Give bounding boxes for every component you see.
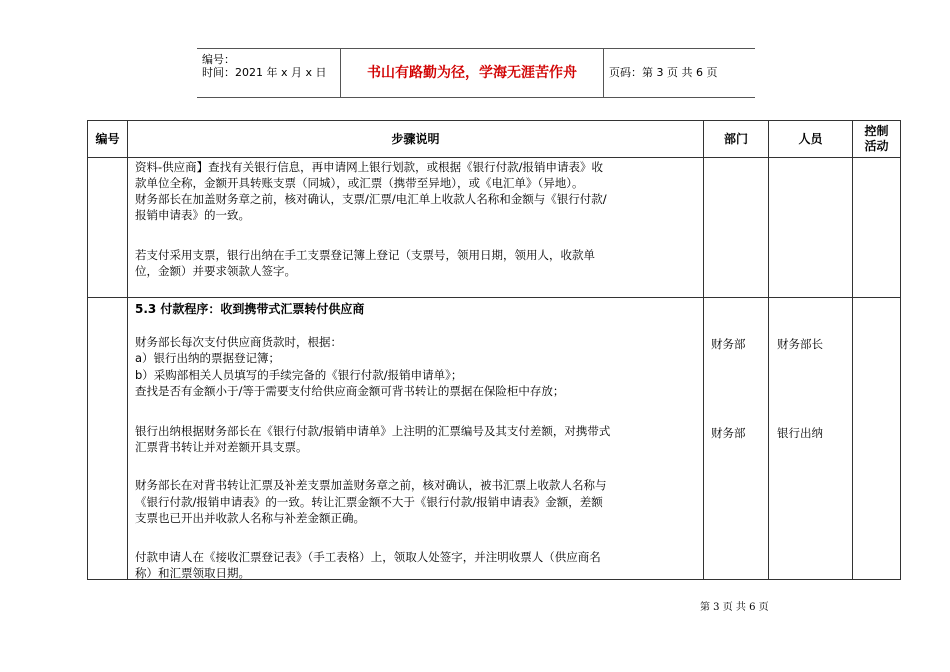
step-text: 支票也已开出并收款人名称与补差金额正确。 xyxy=(135,511,365,525)
person-cell: 银行出纳 xyxy=(777,426,823,440)
page-label: 页码：第 3 页 共 6 页 xyxy=(609,66,718,79)
step-text: 付款申请人在《接收汇票登记表》（手工表格）上，领取人处签字，并注明收票人（供应商名 xyxy=(135,550,601,564)
section-title: 5.3 付款程序：收到携带式汇票转付供应商 xyxy=(135,302,365,316)
step-text: 资料-供应商】查找有关银行信息，再申请网上银行划款，或根据《银行付款/报销申请表》收 xyxy=(135,160,604,174)
motto: 书山有路勤为径，学海无涯苦作舟 xyxy=(341,49,604,97)
step-text: 查找是否有金额小于/等于需要支付给供应商金额可背书转让的票据在保险柜中存放； xyxy=(135,384,565,398)
step-text: 银行出纳根据财务部长在《银行付款/报销申请单》上注明的汇票编号及其支付差额，对携带式 xyxy=(135,424,611,438)
col-divider xyxy=(768,121,769,579)
row-divider xyxy=(88,157,900,158)
row-divider xyxy=(88,297,900,298)
dept-cell: 财务部 xyxy=(711,337,746,351)
header-meta-cell xyxy=(197,49,341,97)
header-no: 编号 xyxy=(95,131,120,146)
page-header xyxy=(197,48,755,98)
header-person: 人员 xyxy=(798,131,823,146)
time-label: 时间：2021 年 x 月 x 日 xyxy=(202,66,327,79)
step-text: 报销申请表》的一致。 xyxy=(135,208,250,222)
step-text: a）银行出纳的票据登记簿； xyxy=(135,351,281,365)
dept-cell: 财务部 xyxy=(711,426,746,440)
person-cell: 财务部长 xyxy=(777,337,823,351)
header-steps: 步骤说明 xyxy=(391,131,440,146)
step-text: b）采购部相关人员填写的手续完备的《银行付款/报销申请单》； xyxy=(135,368,463,382)
step-text: 财务部长在加盖财务章之前，核对确认，支票/汇票/电汇单上收款人名称和金额与《银行付款/ xyxy=(135,192,607,206)
step-text: 汇票背书转让并对差额开具支票。 xyxy=(135,440,308,454)
header-control: 控制活动 xyxy=(864,124,889,153)
step-text: 财务部长在对背书转让汇票及补差支票加盖财务章之前，核对确认，被书汇票上收款人名称与 xyxy=(135,478,607,492)
col-divider xyxy=(703,121,704,579)
step-text: 称）和汇票领取日期。 xyxy=(135,566,250,580)
number-label: 编号： xyxy=(202,53,235,66)
step-text: 财务部长每次支付供应商货款时，根据： xyxy=(135,335,342,349)
col-divider xyxy=(127,121,128,579)
step-text: 《银行付款/报销申请表》的一致。转让汇票金额不大于《银行付款/报销申请表》金额，差额 xyxy=(135,495,603,509)
step-text: 款单位全称，金额开具转账支票（同城），或汇票（携带至异地），或《电汇单》（异地）。 xyxy=(135,176,584,190)
procedure-table xyxy=(87,120,901,580)
step-text: 若支付采用支票，银行出纳在手工支票登记簿上登记（支票号，领用日期，领用人，收款单 xyxy=(135,248,595,262)
step-text: 位，金额）并要求领款人签字。 xyxy=(135,264,296,278)
page-footer: 第 3 页 共 6 页 xyxy=(700,602,769,613)
header-dept: 部门 xyxy=(723,131,748,146)
col-divider xyxy=(852,121,853,579)
